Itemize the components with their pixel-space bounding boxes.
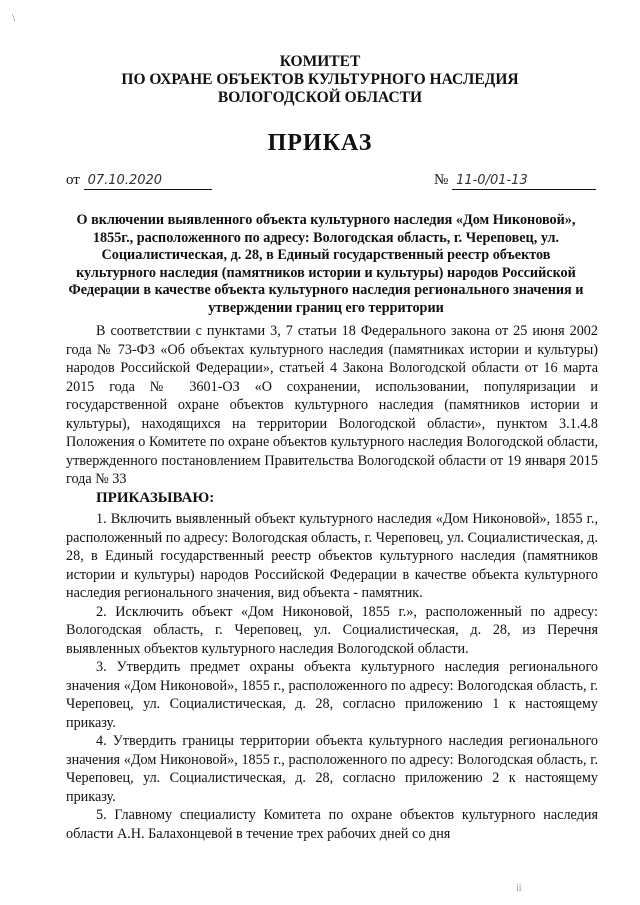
number-label: № — [434, 172, 449, 188]
document-title: ПРИКАЗ — [267, 130, 373, 156]
preamble — [66, 322, 598, 489]
order-item-3: 3. Утвердить предмет охраны объекта культурного наследия регионального значения «Дом Никоновой», 1855 г., расположенного по адресу: Вологодская область, г. Череповец, ул. Социалистическая, д. 28, согласно приложению 1 к настоящему приказу. — [66, 659, 598, 731]
date-value: 07.10.2020 — [87, 173, 163, 188]
corner-mark: \ — [12, 12, 16, 24]
date-line — [66, 172, 212, 190]
date-label: от — [66, 172, 80, 188]
order-item-1: 1. Включить выявленный объект культурного наследия «Дом Никоновой», 1855 г., расположенный по адресу: Вологодская область, г. Череповец, ул. Социалистическая, д. 28, в Единый государственный реестр объектов культурного наследия (памятников истории и культуры) народов Российской Федерации в качестве объекта культурного наследия регионального значения, вид объекта - памятник. — [66, 511, 598, 601]
header-region: ВОЛОГОДСКОЙ ОБЛАСТИ — [217, 89, 423, 106]
page-mark: ii — [516, 883, 522, 894]
order-subject: О включении выявленного объекта культурного наследия «Дом Никоновой», 1855г., расположенного по адресу: Вологодская область, г. Череповец, ул. Социалистическая, д. 28, в Единый государственный реестр объектов культурного наследия (памятников истории и культуры) народов Российской Федерации в качестве объекта культурного наследия регионального значения и утверждении границ его территории — [68, 212, 584, 316]
header-protection: ПО ОХРАНЕ ОБЪЕКТОВ КУЛЬТУРНОГО НАСЛЕДИЯ — [121, 71, 519, 88]
number-value: 11-0/01-13 — [456, 173, 528, 188]
header-committee: КОМИТЕТ — [279, 53, 361, 70]
order-word: ПРИКАЗЫВАЮ: — [96, 490, 215, 506]
preamble-text: В соответствии с пунктами 3, 7 статьи 18 Федерального закона от 25 июня 2002 года № 73-ФЗ «Об объектах культурного наследия (памятниках истории и культуры) народов Российской Федерации», статьей 4 Закона Вологодской области от 16 марта 2015 года № 3601-ОЗ «О сохранении, использовании, популяризации и государственной охране объектов культурного наследия (памятников истории и культуры), находящихся на территории Вологодской области», пунктом 3.1.4.8 Положения о Комитете по охране объектов культурного наследия Вологодской области, утвержденного постановлением Правительства Вологодской области от 19 января 2015 года № 33 — [66, 323, 598, 487]
number-underline — [452, 172, 596, 190]
number-line — [434, 172, 596, 190]
date-underline — [84, 172, 212, 190]
order-item-2: 2. Исключить объект «Дом Никоновой, 1855 г.», расположенный по адресу: Вологодская область, г. Череповец, ул. Социалистическая, д. 28, из Перечня выявленных объектов культурного наследия Вологодской области. — [66, 603, 598, 657]
order-item-4: 4. Утвердить границы территории объекта культурного наследия регионального значения «Дом Никоновой», 1855 г., расположенного по адресу: Вологодская область, г. Череповец, ул. Социалистическая, д. 28, согласно приложению 2 к настоящему приказу. — [66, 733, 598, 805]
order-items — [66, 510, 598, 843]
order-item-5: 5. Главному специалисту Комитета по охране объектов культурного наследия области А.Н. Балахонцевой в течение трех рабочих дней со дня — [66, 807, 598, 842]
